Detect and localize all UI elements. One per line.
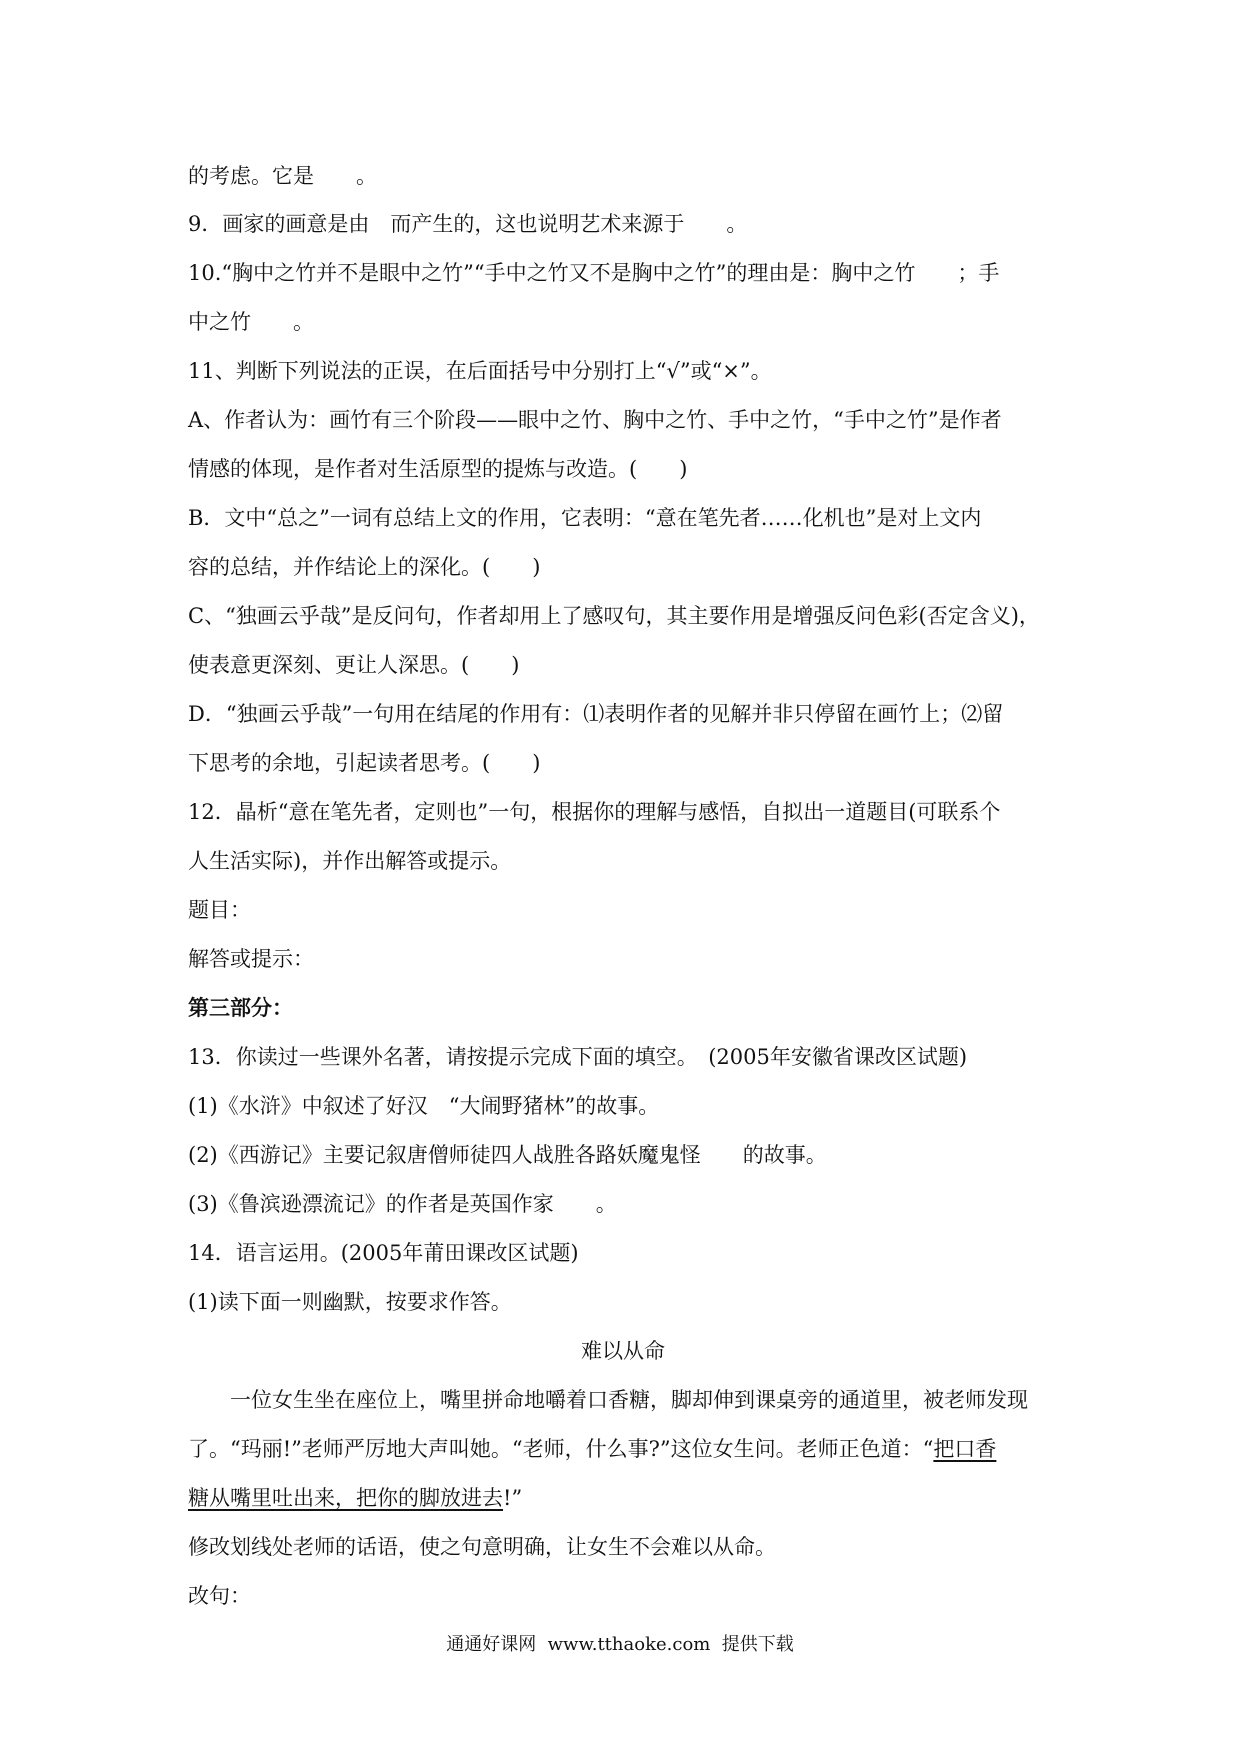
question-13-item-3: (3)《鲁滨逊漂流记》的作者是英国作家 。	[188, 1192, 617, 1216]
question-10: 10.“胸中之竹并不是眼中之竹”“手中之竹又不是胸中之竹”的理由是：胸中之竹 ；手	[188, 261, 1000, 285]
instruction-line: 修改划线处老师的话语，使之句意明确，让女生不会难以从命。	[188, 1535, 776, 1559]
question-13: 13．你读过一些课外名著，请按提示完成下面的填空。 (2005年安徽省课改区试题)	[188, 1045, 968, 1069]
passage-text: 了。“玛丽!”老师严厉地大声叫她。“老师，什么事?”这位女生问。老师正色道：“	[188, 1437, 934, 1461]
text-line: 使表意更深刻、更让人深思。( )	[188, 653, 520, 677]
option-d: D．“独画云乎哉”一句用在结尾的作用有：⑴表明作者的见解并非只停留在画竹上；⑵留	[188, 702, 1004, 726]
question-14-item-1: (1)读下面一则幽默，按要求作答。	[188, 1290, 512, 1314]
question-13-item-2: (2)《西游记》主要记叙唐僧师徒四人战胜各路妖魔鬼怪 的故事。	[188, 1143, 827, 1167]
option-c: C、“独画云乎哉”是反问句，作者却用上了感叹句，其主要作用是增强反问色彩(否定含义)，	[188, 604, 1040, 628]
footer-text: 通通好课网 www.tthaoke.com 提供下载	[446, 1634, 794, 1655]
question-11: 11、判断下列说法的正误，在后面括号中分别打上“√”或“×”。	[188, 359, 772, 383]
text-line: 人生活实际)，并作出解答或提示。	[188, 849, 512, 873]
question-14: 14．语言运用。(2005年莆田课改区试题)	[188, 1241, 579, 1265]
option-b: B．文中“总之”一词有总结上文的作用，它表明：“意在笔先者……化机也”是对上文内	[188, 506, 982, 530]
text-line: 容的总结，并作结论上的深化。( )	[188, 555, 541, 579]
question-12: 12．晶析“意在笔先者，定则也”一句，根据你的理解与感悟，自拟出一道题目(可联系个	[188, 800, 1001, 824]
text-line: 情感的体现，是作者对生活原型的提炼与改造。( )	[188, 457, 688, 481]
text-line: 中之竹 。	[188, 310, 314, 334]
answer-label: 解答或提示：	[188, 947, 314, 971]
rewrite-label: 改句：	[188, 1584, 251, 1608]
topic-label: 题目：	[188, 898, 251, 922]
section-heading: 第三部分：	[188, 995, 293, 1020]
question-9: 9．画家的画意是由 而产生的，这也说明艺术来源于 。	[188, 212, 748, 236]
text-line: 的考虑。它是 。	[188, 164, 377, 188]
passage-line	[188, 1483, 1058, 1513]
underlined-text: 糖从嘴里吐出来，把你的脚放进去	[188, 1486, 503, 1510]
passage-text: !”	[503, 1486, 523, 1510]
question-13-item-1: (1)《水浒》中叙述了好汉 “大闹野猪林”的故事。	[188, 1094, 660, 1118]
option-a: A、作者认为：画竹有三个阶段——眼中之竹、胸中之竹、手中之竹，“手中之竹”是作者	[188, 408, 1002, 432]
passage-title: 难以从命	[581, 1339, 665, 1363]
text-line: 下思考的余地，引起读者思考。( )	[188, 751, 541, 775]
underlined-text: 把口香	[933, 1437, 997, 1461]
passage-line	[188, 1434, 1058, 1464]
passage-paragraph: 一位女生坐在座位上，嘴里拼命地嚼着口香糖，脚却伸到课桌旁的通道里，被老师发现	[230, 1388, 1028, 1412]
